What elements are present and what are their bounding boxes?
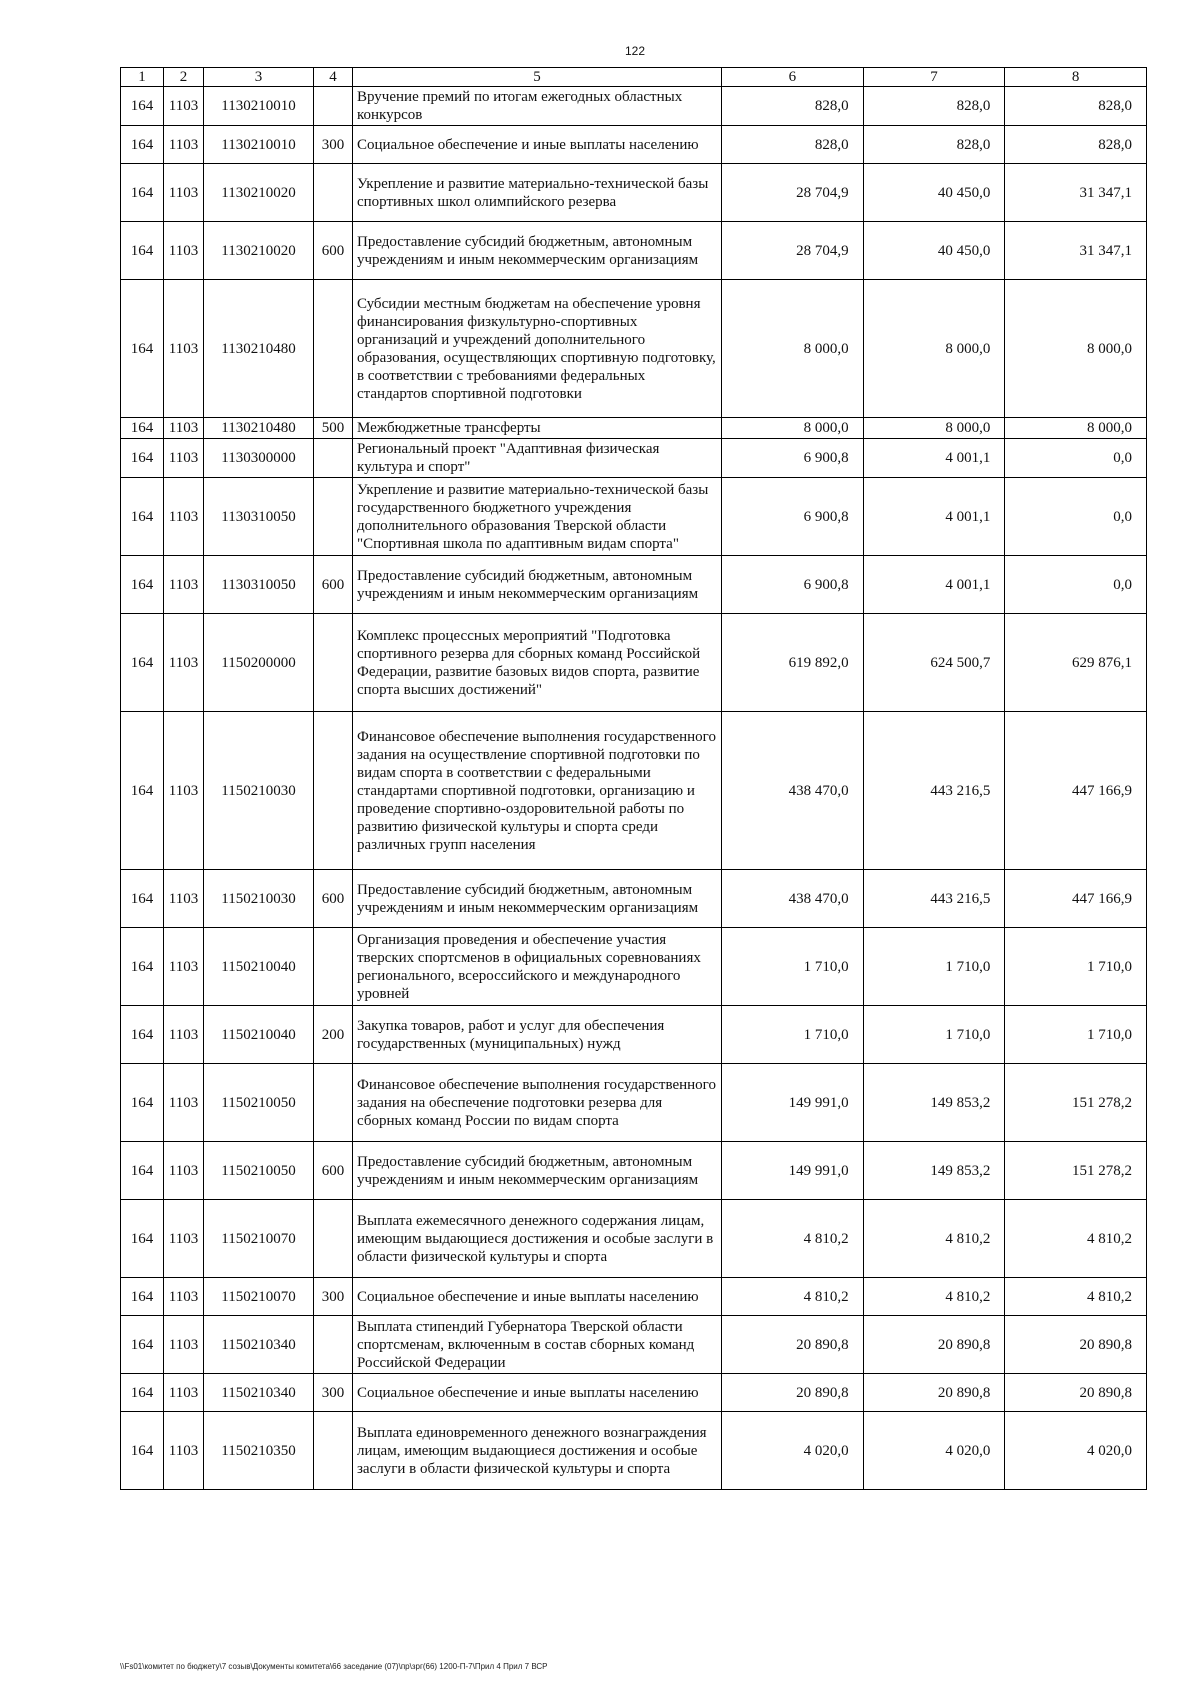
table-cell-c4: 300 xyxy=(314,126,353,164)
page-number: 122 xyxy=(624,44,646,58)
table-row xyxy=(121,614,1147,712)
table-cell-c7: 1 710,0 xyxy=(863,928,1005,1006)
table-row xyxy=(121,126,1147,164)
table-cell-c6: 149 991,0 xyxy=(722,1142,864,1200)
table-row xyxy=(121,222,1147,280)
table-cell-c8: 8 000,0 xyxy=(1005,280,1147,418)
table-cell-c6: 4 020,0 xyxy=(722,1412,864,1490)
table-cell-c4 xyxy=(314,478,353,556)
table-cell-c7: 149 853,2 xyxy=(863,1142,1005,1200)
table-cell-c1: 164 xyxy=(121,1142,164,1200)
table-cell-c8: 1 710,0 xyxy=(1005,1006,1147,1064)
table-cell-c1: 164 xyxy=(121,556,164,614)
table-cell-c2: 1103 xyxy=(164,418,204,439)
table-cell-c2: 1103 xyxy=(164,1374,204,1412)
table-cell-c3: 1130210010 xyxy=(204,87,314,126)
column-header: 3 xyxy=(204,68,314,87)
header-row xyxy=(121,68,1147,87)
table-cell-c3: 1150210070 xyxy=(204,1200,314,1278)
table-cell-c4 xyxy=(314,164,353,222)
table-cell-c7: 40 450,0 xyxy=(863,164,1005,222)
table-cell-c3: 1150210340 xyxy=(204,1374,314,1412)
table-cell-c1: 164 xyxy=(121,712,164,870)
table-cell-c2: 1103 xyxy=(164,126,204,164)
table-cell-c6: 149 991,0 xyxy=(722,1064,864,1142)
table-cell-c7: 1 710,0 xyxy=(863,1006,1005,1064)
table-cell-c8: 447 166,9 xyxy=(1005,712,1147,870)
table-cell-c6: 438 470,0 xyxy=(722,870,864,928)
column-header: 4 xyxy=(314,68,353,87)
table-cell-c8: 20 890,8 xyxy=(1005,1374,1147,1412)
table-cell-c4 xyxy=(314,1200,353,1278)
budget-table xyxy=(120,67,1147,1490)
table-cell-c4 xyxy=(314,1412,353,1490)
table-row xyxy=(121,1006,1147,1064)
table-cell-c8: 1 710,0 xyxy=(1005,928,1147,1006)
table-cell-c2: 1103 xyxy=(164,1316,204,1374)
column-header: 6 xyxy=(722,68,864,87)
table-cell-c4 xyxy=(314,928,353,1006)
table-cell-c4: 600 xyxy=(314,1142,353,1200)
table-cell-c7: 4 001,1 xyxy=(863,439,1005,478)
table-cell-c7: 624 500,7 xyxy=(863,614,1005,712)
table-cell-c1: 164 xyxy=(121,870,164,928)
table-cell-c6: 828,0 xyxy=(722,126,864,164)
table-row xyxy=(121,556,1147,614)
table-cell-c3: 1130210020 xyxy=(204,164,314,222)
table-cell-c6: 6 900,8 xyxy=(722,478,864,556)
table-cell-c6: 1 710,0 xyxy=(722,1006,864,1064)
table-row xyxy=(121,1316,1147,1374)
table-cell-c5: Выплата стипендий Губернатора Тверской области спортсменам, включенным в состав сборных команд Российской Федерации xyxy=(353,1316,722,1374)
table-cell-c8: 629 876,1 xyxy=(1005,614,1147,712)
table-row xyxy=(121,164,1147,222)
table-cell-c5: Предоставление субсидий бюджетным, автономным учреждениям и иным некоммерческим организациям xyxy=(353,1142,722,1200)
table-cell-c6: 6 900,8 xyxy=(722,556,864,614)
table-cell-c6: 20 890,8 xyxy=(722,1316,864,1374)
table-cell-c8: 4 810,2 xyxy=(1005,1278,1147,1316)
table-cell-c4 xyxy=(314,87,353,126)
table-cell-c7: 443 216,5 xyxy=(863,870,1005,928)
table-cell-c2: 1103 xyxy=(164,1006,204,1064)
column-header: 1 xyxy=(121,68,164,87)
table-cell-c8: 4 020,0 xyxy=(1005,1412,1147,1490)
table-cell-c4 xyxy=(314,280,353,418)
table-cell-c1: 164 xyxy=(121,614,164,712)
table-cell-c6: 1 710,0 xyxy=(722,928,864,1006)
table-cell-c2: 1103 xyxy=(164,1200,204,1278)
table-cell-c2: 1103 xyxy=(164,478,204,556)
table-cell-c4 xyxy=(314,439,353,478)
table-cell-c5: Финансовое обеспечение выполнения государственного задания на осуществление спортивной подготовки по видам спорта в соответствии с федеральными стандартами спортивной подготовки, организацию и проведение спортивно-оздоровительной работы по развитию физической культуры и спорта среди различных групп населения xyxy=(353,712,722,870)
table-cell-c5: Предоставление субсидий бюджетным, автономным учреждениям и иным некоммерческим организациям xyxy=(353,222,722,280)
column-header: 7 xyxy=(863,68,1005,87)
table-cell-c6: 8 000,0 xyxy=(722,280,864,418)
table-row xyxy=(121,1374,1147,1412)
table-cell-c8: 31 347,1 xyxy=(1005,222,1147,280)
table-cell-c5: Социальное обеспечение и иные выплаты населению xyxy=(353,1374,722,1412)
table-cell-c1: 164 xyxy=(121,1278,164,1316)
table-cell-c1: 164 xyxy=(121,126,164,164)
table-cell-c4 xyxy=(314,1316,353,1374)
table-cell-c4: 600 xyxy=(314,222,353,280)
table-cell-c5: Предоставление субсидий бюджетным, автономным учреждениям и иным некоммерческим организациям xyxy=(353,556,722,614)
table-cell-c5: Предоставление субсидий бюджетным, автономным учреждениям и иным некоммерческим организациям xyxy=(353,870,722,928)
table-cell-c3: 1150210050 xyxy=(204,1142,314,1200)
table-cell-c3: 1150210030 xyxy=(204,870,314,928)
table-cell-c8: 0,0 xyxy=(1005,556,1147,614)
table-row xyxy=(121,870,1147,928)
table-cell-c2: 1103 xyxy=(164,1064,204,1142)
table-cell-c2: 1103 xyxy=(164,928,204,1006)
table-cell-c7: 4 810,2 xyxy=(863,1200,1005,1278)
table-cell-c1: 164 xyxy=(121,1006,164,1064)
column-header: 2 xyxy=(164,68,204,87)
table-cell-c1: 164 xyxy=(121,1200,164,1278)
table-cell-c8: 828,0 xyxy=(1005,87,1147,126)
table-cell-c3: 1150210340 xyxy=(204,1316,314,1374)
table-cell-c7: 8 000,0 xyxy=(863,418,1005,439)
table-cell-c8: 0,0 xyxy=(1005,439,1147,478)
footer-file-path: \\Fs01\комитет по бюджету\7 созыв\Документы комитета\66 заседание (07)\пр\зрг(66) 1200-П-7\Прил 4 Прил 7 ВСР xyxy=(120,1662,548,1671)
table-cell-c1: 164 xyxy=(121,1064,164,1142)
table-cell-c7: 8 000,0 xyxy=(863,280,1005,418)
table-cell-c1: 164 xyxy=(121,928,164,1006)
table-cell-c5: Укрепление и развитие материально-технической базы государственного бюджетного учреждения дополнительного образования Тверской области "Спортивная школа по адаптивным видам спорта" xyxy=(353,478,722,556)
table-cell-c5: Финансовое обеспечение выполнения государственного задания на обеспечение подготовки резерва для сборных команд России по видам спорта xyxy=(353,1064,722,1142)
table-cell-c7: 40 450,0 xyxy=(863,222,1005,280)
table-cell-c4 xyxy=(314,614,353,712)
table-cell-c4: 300 xyxy=(314,1374,353,1412)
table-cell-c7: 828,0 xyxy=(863,87,1005,126)
table-cell-c7: 4 810,2 xyxy=(863,1278,1005,1316)
table-cell-c8: 828,0 xyxy=(1005,126,1147,164)
table-cell-c6: 6 900,8 xyxy=(722,439,864,478)
table-cell-c5: Социальное обеспечение и иные выплаты населению xyxy=(353,1278,722,1316)
table-cell-c7: 4 020,0 xyxy=(863,1412,1005,1490)
table-cell-c7: 149 853,2 xyxy=(863,1064,1005,1142)
table-cell-c8: 447 166,9 xyxy=(1005,870,1147,928)
table-cell-c7: 20 890,8 xyxy=(863,1374,1005,1412)
table-row xyxy=(121,418,1147,439)
table-cell-c3: 1130210480 xyxy=(204,280,314,418)
table-cell-c5: Организация проведения и обеспечение участия тверских спортсменов в официальных соревнованиях регионального, всероссийского и международного уровней xyxy=(353,928,722,1006)
table-cell-c5: Укрепление и развитие материально-технической базы спортивных школ олимпийского резерва xyxy=(353,164,722,222)
table-cell-c4: 600 xyxy=(314,870,353,928)
table-cell-c5: Социальное обеспечение и иные выплаты населению xyxy=(353,126,722,164)
table-cell-c5: Выплата единовременного денежного вознаграждения лицам, имеющим выдающиеся достижения и особые заслуги в области физической культуры и спорта xyxy=(353,1412,722,1490)
table-row xyxy=(121,1200,1147,1278)
table-cell-c2: 1103 xyxy=(164,280,204,418)
table-cell-c5: Межбюджетные трансферты xyxy=(353,418,722,439)
table-cell-c1: 164 xyxy=(121,1316,164,1374)
table-row xyxy=(121,280,1147,418)
table-cell-c6: 4 810,2 xyxy=(722,1200,864,1278)
table-cell-c6: 20 890,8 xyxy=(722,1374,864,1412)
table-cell-c4 xyxy=(314,1064,353,1142)
table-cell-c3: 1150200000 xyxy=(204,614,314,712)
table-cell-c8: 0,0 xyxy=(1005,478,1147,556)
table-cell-c5: Выплата ежемесячного денежного содержания лицам, имеющим выдающиеся достижения и особые заслуги в области физической культуры и спорта xyxy=(353,1200,722,1278)
table-cell-c3: 1150210030 xyxy=(204,712,314,870)
table-row xyxy=(121,87,1147,126)
table-cell-c2: 1103 xyxy=(164,712,204,870)
table-cell-c6: 8 000,0 xyxy=(722,418,864,439)
table-cell-c5: Вручение премий по итогам ежегодных областных конкурсов xyxy=(353,87,722,126)
table-cell-c3: 1130300000 xyxy=(204,439,314,478)
table-row xyxy=(121,928,1147,1006)
table-cell-c4: 300 xyxy=(314,1278,353,1316)
table-cell-c1: 164 xyxy=(121,418,164,439)
table-cell-c4: 200 xyxy=(314,1006,353,1064)
table-row xyxy=(121,1142,1147,1200)
table-cell-c2: 1103 xyxy=(164,439,204,478)
table-row xyxy=(121,1064,1147,1142)
column-header: 8 xyxy=(1005,68,1147,87)
table-cell-c7: 20 890,8 xyxy=(863,1316,1005,1374)
table-cell-c1: 164 xyxy=(121,439,164,478)
table-cell-c2: 1103 xyxy=(164,164,204,222)
table-row xyxy=(121,478,1147,556)
table-cell-c3: 1130310050 xyxy=(204,556,314,614)
table-cell-c5: Закупка товаров, работ и услуг для обеспечения государственных (муниципальных) нужд xyxy=(353,1006,722,1064)
table-cell-c8: 31 347,1 xyxy=(1005,164,1147,222)
table-cell-c5: Субсидии местным бюджетам на обеспечение уровня финансирования физкультурно-спортивных организаций и учреждений дополнительного образования, осуществляющих спортивную подготовку, в соответствии с требованиями федеральных стандартов спортивной подготовки xyxy=(353,280,722,418)
table-cell-c6: 619 892,0 xyxy=(722,614,864,712)
table-cell-c6: 28 704,9 xyxy=(722,164,864,222)
table-cell-c2: 1103 xyxy=(164,1412,204,1490)
table-cell-c7: 828,0 xyxy=(863,126,1005,164)
table-cell-c2: 1103 xyxy=(164,1142,204,1200)
table-cell-c1: 164 xyxy=(121,87,164,126)
table-cell-c8: 20 890,8 xyxy=(1005,1316,1147,1374)
table-cell-c8: 151 278,2 xyxy=(1005,1142,1147,1200)
table-cell-c1: 164 xyxy=(121,222,164,280)
table-cell-c2: 1103 xyxy=(164,87,204,126)
table-cell-c7: 443 216,5 xyxy=(863,712,1005,870)
table-cell-c1: 164 xyxy=(121,280,164,418)
table-cell-c8: 151 278,2 xyxy=(1005,1064,1147,1142)
table-cell-c8: 4 810,2 xyxy=(1005,1200,1147,1278)
table-cell-c1: 164 xyxy=(121,478,164,556)
table-cell-c3: 1130210010 xyxy=(204,126,314,164)
table-row xyxy=(121,439,1147,478)
table-cell-c2: 1103 xyxy=(164,870,204,928)
table-cell-c6: 4 810,2 xyxy=(722,1278,864,1316)
table-cell-c4: 500 xyxy=(314,418,353,439)
table-cell-c5: Комплекс процессных мероприятий "Подготовка спортивного резерва для сборных команд Российской Федерации, развитие базовых видов спорта, развитие спорта высших достижений" xyxy=(353,614,722,712)
table-cell-c2: 1103 xyxy=(164,1278,204,1316)
table-cell-c5: Региональный проект "Адаптивная физическая культура и спорт" xyxy=(353,439,722,478)
table-cell-c6: 28 704,9 xyxy=(722,222,864,280)
table-cell-c7: 4 001,1 xyxy=(863,478,1005,556)
table-cell-c3: 1150210040 xyxy=(204,1006,314,1064)
table-cell-c2: 1103 xyxy=(164,222,204,280)
table-cell-c3: 1150210070 xyxy=(204,1278,314,1316)
table-cell-c8: 8 000,0 xyxy=(1005,418,1147,439)
table-row xyxy=(121,1412,1147,1490)
table-cell-c4: 600 xyxy=(314,556,353,614)
table-cell-c6: 828,0 xyxy=(722,87,864,126)
table-cell-c3: 1130310050 xyxy=(204,478,314,556)
table-row xyxy=(121,712,1147,870)
table-cell-c4 xyxy=(314,712,353,870)
table-cell-c7: 4 001,1 xyxy=(863,556,1005,614)
table-row xyxy=(121,1278,1147,1316)
table-cell-c1: 164 xyxy=(121,1412,164,1490)
table-body xyxy=(121,87,1147,1490)
table-cell-c3: 1150210050 xyxy=(204,1064,314,1142)
table-cell-c2: 1103 xyxy=(164,556,204,614)
table-cell-c3: 1130210480 xyxy=(204,418,314,439)
table-cell-c3: 1150210040 xyxy=(204,928,314,1006)
table-cell-c2: 1103 xyxy=(164,614,204,712)
table-cell-c6: 438 470,0 xyxy=(722,712,864,870)
table-cell-c1: 164 xyxy=(121,164,164,222)
table-cell-c3: 1130210020 xyxy=(204,222,314,280)
table-cell-c3: 1150210350 xyxy=(204,1412,314,1490)
table-cell-c1: 164 xyxy=(121,1374,164,1412)
column-header: 5 xyxy=(353,68,722,87)
